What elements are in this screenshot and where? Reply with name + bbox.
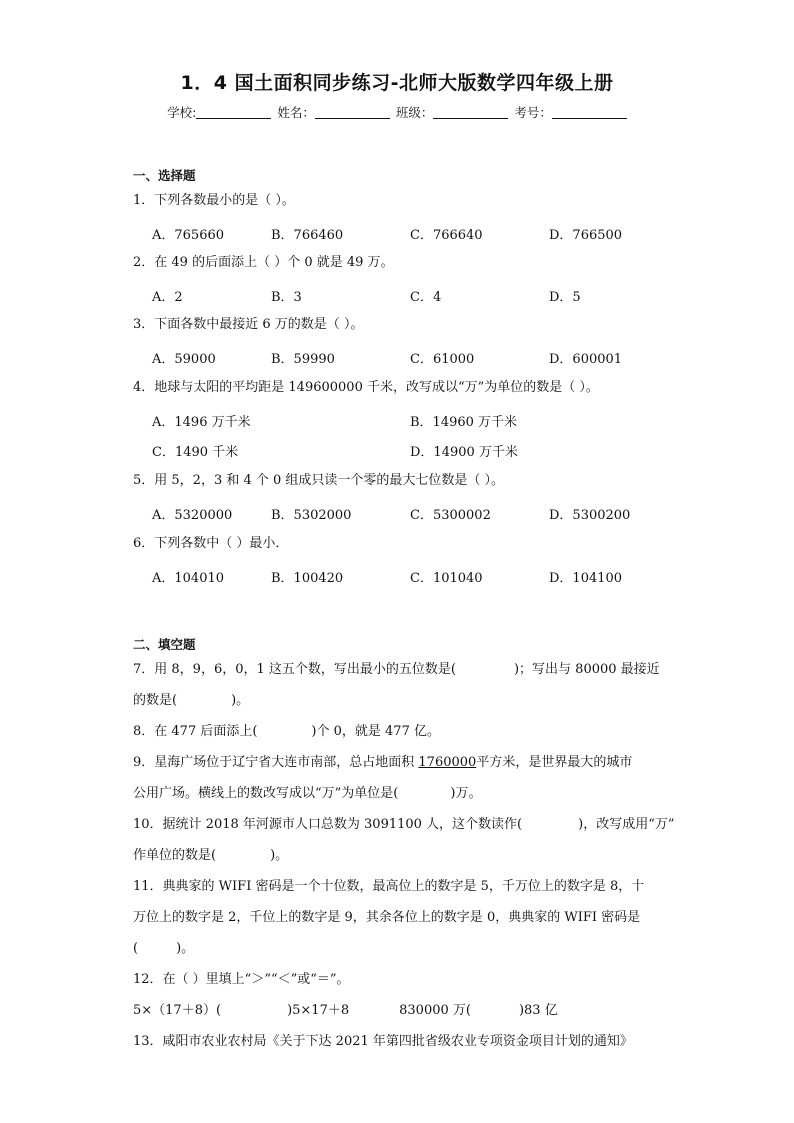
- option-5c[interactable]: C．5300002: [410, 508, 491, 523]
- q9-text-1: 9．星海广场位于辽宁省大连市南部，总占地面积: [133, 755, 419, 770]
- q9-underlined-number: 1760000: [418, 755, 477, 770]
- option-4b[interactable]: B．14960 万千米: [410, 415, 518, 430]
- question-6: 6．下列各数中（ ）最小．: [133, 536, 289, 551]
- option-1b[interactable]: B．766460: [271, 228, 344, 243]
- q9-text-4: )万。: [450, 786, 482, 801]
- option-1d[interactable]: D．766500: [549, 228, 623, 243]
- page-title: 1．4 国土面积同步练习-北师大版数学四年级上册: [180, 72, 614, 94]
- q8-text-2: )个 0，就是 477 亿。: [311, 724, 440, 739]
- option-3d[interactable]: D．600001: [549, 352, 623, 367]
- option-5b[interactable]: B．5302000: [271, 508, 352, 523]
- question-11: [133, 871, 663, 964]
- q12-expr-1-right: )5×17＋8: [287, 1003, 350, 1018]
- question-5: 5．用 5，2，3 和 4 个 0 组成只读一个零的最大七位数是（ ）。: [133, 473, 505, 488]
- q10-text-4: )。: [270, 848, 289, 863]
- question-4: 4．地球与太阳的平均距是 149600000 千米，改写成以“万”为单位的数是（ ）。: [133, 380, 599, 395]
- q12-expr-1-left: 5×（17＋8）(: [133, 1003, 222, 1018]
- id-label: 考号：: [514, 105, 552, 120]
- section-heading-fill: 二、填空题: [133, 637, 196, 652]
- q10-text-2: )，改写成用“万”: [578, 817, 675, 832]
- option-5d[interactable]: D．5300200: [549, 508, 631, 523]
- option-6b[interactable]: B．100420: [271, 571, 344, 586]
- option-3c[interactable]: C．61000: [410, 352, 475, 367]
- q11-line-2: 万位上的数字是 2，千位上的数字是 9，其余各位上的数字是 0，典典家的 WIFI 密码是: [133, 910, 641, 925]
- question-9: [133, 747, 663, 809]
- question-1: 1．下列各数最小的是（ ）。: [133, 193, 295, 208]
- option-5a[interactable]: A．5320000: [152, 508, 233, 523]
- option-3a[interactable]: A．59000: [152, 352, 216, 367]
- class-blank[interactable]: [433, 105, 508, 119]
- option-4d[interactable]: D．14900 万千米: [410, 445, 518, 460]
- school-blank[interactable]: [196, 105, 271, 119]
- q9-text-2: 平方米，是世界最大的城市: [476, 755, 633, 770]
- option-6d[interactable]: D．104100: [549, 571, 623, 586]
- option-6c[interactable]: C．101040: [410, 571, 483, 586]
- q7-text-1: 7．用 8，9，6，0，1 这五个数，写出最小的五位数是(: [133, 662, 456, 677]
- q11-text-3: (: [133, 941, 139, 956]
- q7-text-3: 的数是(: [133, 693, 178, 708]
- option-2d[interactable]: D．5: [549, 290, 581, 305]
- question-12: [133, 964, 663, 1026]
- option-1a[interactable]: A．765660: [152, 228, 225, 243]
- q9-text-3: 公用广场。横线上的数改写成以“万”为单位是(: [133, 786, 399, 801]
- option-2a[interactable]: A．2: [152, 290, 183, 305]
- option-3b[interactable]: B．59990: [271, 352, 335, 367]
- question-3: 3．下面各数中最接近 6 万的数是（ ）。: [133, 317, 364, 332]
- q12-expr-2-left: 830000 万(: [399, 1003, 471, 1018]
- option-2b[interactable]: B．3: [271, 290, 302, 305]
- q10-text-3: 作单位的数是(: [133, 848, 217, 863]
- school-label: 学校:: [167, 105, 197, 120]
- option-4a[interactable]: A．1496 万千米: [152, 415, 251, 430]
- option-4c[interactable]: C．1490 千米: [152, 445, 239, 460]
- question-10: [133, 809, 675, 871]
- q11-text-4: )。: [176, 941, 195, 956]
- name-label: 姓名：: [277, 105, 315, 120]
- id-blank[interactable]: [552, 105, 627, 119]
- q11-line-1: 11．典典家的 WIFI 密码是一个十位数，最高位上的数字是 5，千万位上的数字是 8，十: [133, 879, 645, 894]
- option-1c[interactable]: C．766640: [410, 228, 483, 243]
- q12-stem: 12．在（ ）里填上“＞”“＜”或“＝”。: [133, 972, 350, 987]
- question-2: 2．在 49 的后面添上（ ）个 0 就是 49 万。: [133, 255, 394, 270]
- question-7: [133, 654, 663, 716]
- q13-stem: 13．咸阳市农业农村局《关于下达 2021 年第四批省级农业专项资金项目计划的通知》: [133, 1034, 633, 1049]
- section-heading-choice: 一、选择题: [133, 168, 196, 183]
- q10-text-1: 10．据统计 2018 年河源市人口总数为 3091100 人，这个数读作(: [133, 817, 523, 832]
- question-8: [133, 716, 663, 747]
- q7-text-2: )；写出与 80000 最接近: [513, 662, 660, 677]
- q7-text-4: )。: [231, 693, 250, 708]
- option-2c[interactable]: C．4: [410, 290, 442, 305]
- question-13: [133, 1026, 663, 1057]
- q8-text-1: 8．在 477 后面添上(: [133, 724, 258, 739]
- student-info-line: [0, 103, 794, 121]
- q12-expr-2-right: )83 亿: [518, 1003, 558, 1018]
- name-blank[interactable]: [315, 105, 390, 119]
- option-6a[interactable]: A．104010: [152, 571, 225, 586]
- class-label: 班级：: [395, 105, 434, 120]
